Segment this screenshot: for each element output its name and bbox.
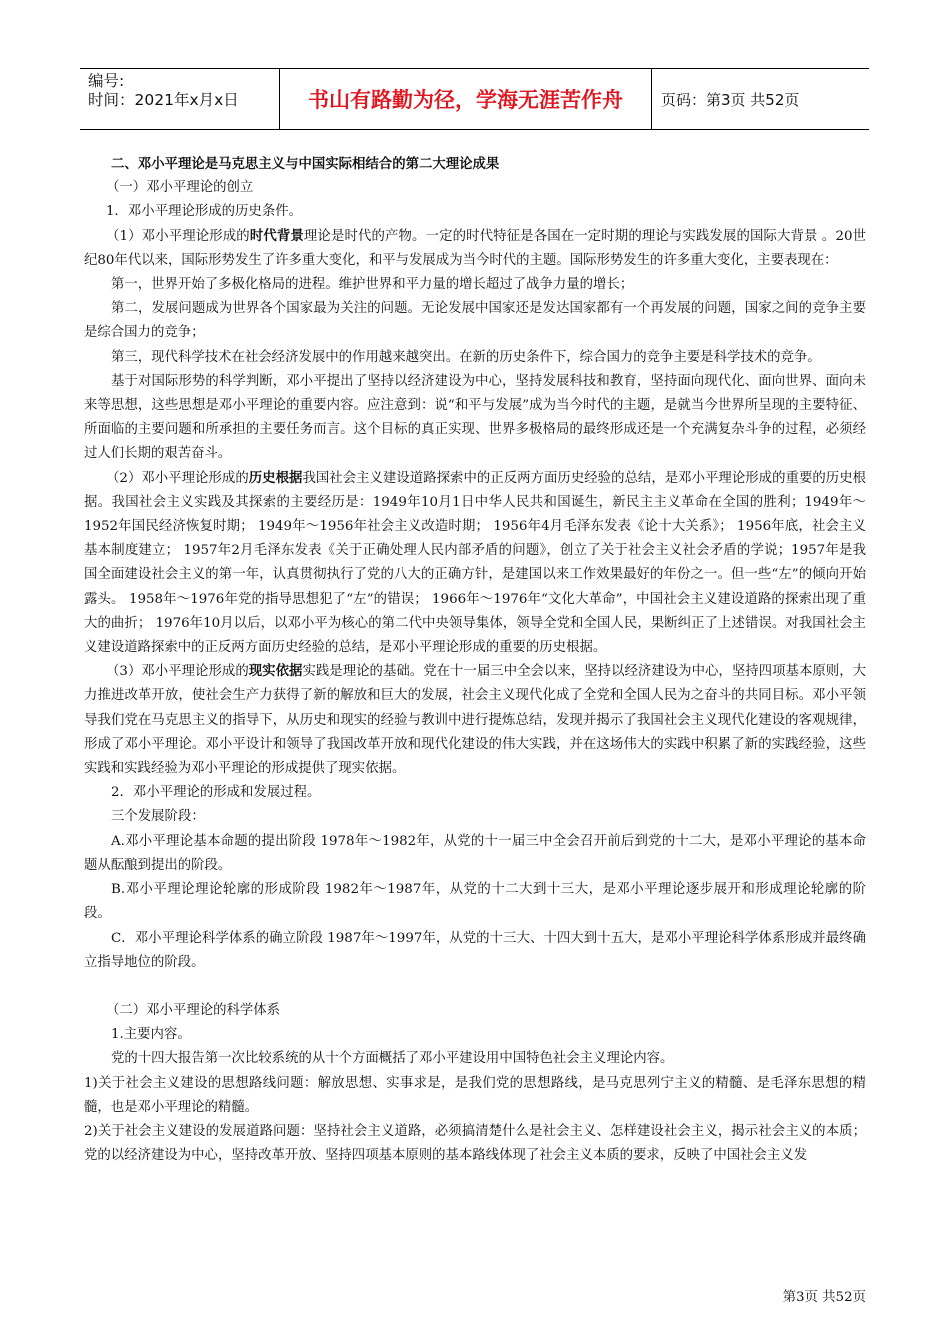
paragraph: （2）邓小平理论形成的历史根据我国社会主义建设道路探索中的正反两方面历史经验的总结，是邓小平理论形成的重要的历史根据。我国社会主义实践及其探索的主要经历是：1949年10月1日中华人民共和国诞生，新民主主义革命在全国的胜利；1949年～1952年国民经济恢复时期； 1949年～1956年社会主义改造时期； 1956年4月毛泽东发表《论十大关系》； 1956年底，社会主义基本制度建立； 1957年2月毛泽东发表《关于正确处理人民内部矛盾的问题》，创立了关于社会主义社会矛盾的学说；1957年是我国全面建设社会主义的第一年，认真贯彻执行了党的八大的正确方针，是建国以来工作效果最好的年份之一。但一些“左”的倾向开始露头。 1958年～1976年党的指导思想犯了“左”的错误； 1966年～1976年“文化大革命”，中国社会主义建设道路的探索出现了重大的曲折； 1976年10月以后，以邓小平为核心的第二代中央领导集体，领导全党和全国人民，果断纠正了上述错误。对我国社会主义建设道路探索中的正反两方面历史经验的总结，是邓小平理论形成的重要的历史根据。 <box>84 470 867 656</box>
paragraph: 党的十四大报告第一次比较系统的从十个方面概括了邓小平建设用中国特色社会主义理论内容。 <box>111 1051 674 1067</box>
paragraph: 第一，世界开始了多极化格局的进程。维护世界和平力量的增长超过了战争力量的增长； <box>111 277 634 293</box>
paragraph: A.邓小平理论基本命题的提出阶段 1978年～1982年，从党的十一届三中全会召开前后到党的十二大，是邓小平理论的基本命题从酝酿到提出的阶段。 <box>84 833 866 873</box>
section-title: 二、邓小平理论是马克思主义与中国实际相结合的第二大理论成果 <box>111 156 500 172</box>
paragraph: 1)关于社会主义建设的思想路线问题：解放思想、实事求是，是我们党的思想路线，是马克思列宁主义的精髓、是毛泽东思想的精髓，也是邓小平理论的精髓。 <box>84 1075 866 1115</box>
paragraph: 第三，现代科学技术在社会经济发展中的作用越来越突出。在新的历史条件下，综合国力的竞争主要是科学技术的竞争。 <box>111 349 821 365</box>
number-label: 编号: <box>88 72 125 90</box>
paragraph: 基于对国际形势的科学判断，邓小平提出了坚持以经济建设为中心，坚持发展科技和教育，坚持面向现代化、面向世界、面向未来等思想，这些思想是邓小平理论的重要内容。应注意到：说“和平与发展”成为当今时代的主题，是就当今世界所呈现的主要特征、所面临的主要问题和所承担的主要任务而言。这个目标的真正实现、世界多极格局的最终形成还是一个充满复杂斗争的过程，必须经过人们长期的艰苦奋斗。 <box>84 373 866 462</box>
paragraph: B.邓小平理论理论轮廓的形成阶段 1982年～1987年，从党的十二大到十三大，是邓小平理论逐步展开和形成理论轮廓的阶段。 <box>84 882 866 922</box>
subsection-heading: （二）邓小平理论的科学体系 <box>106 1002 281 1018</box>
header-motto: 书山有路勤为径，学海无涯苦作舟 <box>280 69 652 129</box>
time-label: 时间：2021年x月x日 <box>88 91 239 109</box>
paragraph: 第二，发展问题成为世界各个国家最为关注的问题。无论发展中国家还是发达国家都有一个再发展的问题，国家之间的竞争主要是综合国力的竞争； <box>84 301 866 341</box>
document-body <box>84 152 866 1168</box>
emphasis-text: 现实依据 <box>248 664 303 680</box>
subsection-heading: （一）邓小平理论的创立 <box>106 180 254 196</box>
paragraph: （3）邓小平理论形成的现实依据实践是理论的基础。党在十一届三中全会以来，坚持以经济建设为中心，坚持四项基本原则，大力推进改革开放，使社会生产力获得了新的解放和巨大的发展，社会主义现代化成了全党和全国人民为之奋斗的共同目标。邓小平领导我们党在马克思主义的指导下，从历史和现实的经验与教训中进行提炼总结，发现并揭示了我国社会主义现代化建设的客观规律，形成了邓小平理论。邓小平设计和领导了我国改革开放和现代化建设的伟大实践，并在这场伟大的实践中积累了新的实践经验，这些实践和实践经验为邓小平理论的形成提供了现实依据。 <box>84 664 867 777</box>
paragraph: （1）邓小平理论形成的时代背景理论是时代的产物。一定的时代特征是各国在一定时期的理论与实践发展的国际大背景 。20世纪80年代以来，国际形势发生了许多重大变化，和平与发展成为当今时代的主题。国际形势发生的许多重大变化，主要表现在： <box>84 228 867 268</box>
page-footer: 第3页 共52页 <box>782 1290 866 1305</box>
header-page-label: 页码：第3页 共52页 <box>661 90 800 109</box>
paragraph: 2)关于社会主义建设的发展道路问题：坚持社会主义道路，必须搞清楚什么是社会主义、怎样建设社会主义，揭示社会主义的本质；党的以经济建设为中心，坚持改革开放、坚持四项基本原则的基本路线体现了社会主义本质的要求，反映了中国社会主义发 <box>84 1123 866 1164</box>
paragraph: 三个发展阶段： <box>111 809 205 825</box>
item-heading: 1．邓小平理论形成的历史条件。 <box>106 204 302 220</box>
paragraph: C．邓小平理论科学体系的确立阶段 1987年～1997年，从党的十三大、十四大到十五大，是邓小平理论科学体系形成并最终确立指导地位的阶段。 <box>84 930 866 970</box>
header-meta <box>80 69 280 129</box>
emphasis-text: 时代背景 <box>249 228 304 244</box>
emphasis-text: 历史根据 <box>248 470 303 486</box>
item-heading: 2．邓小平理论的形成和发展过程。 <box>111 785 321 801</box>
item-heading: 1.主要内容。 <box>111 1027 191 1043</box>
page-header <box>80 68 869 130</box>
